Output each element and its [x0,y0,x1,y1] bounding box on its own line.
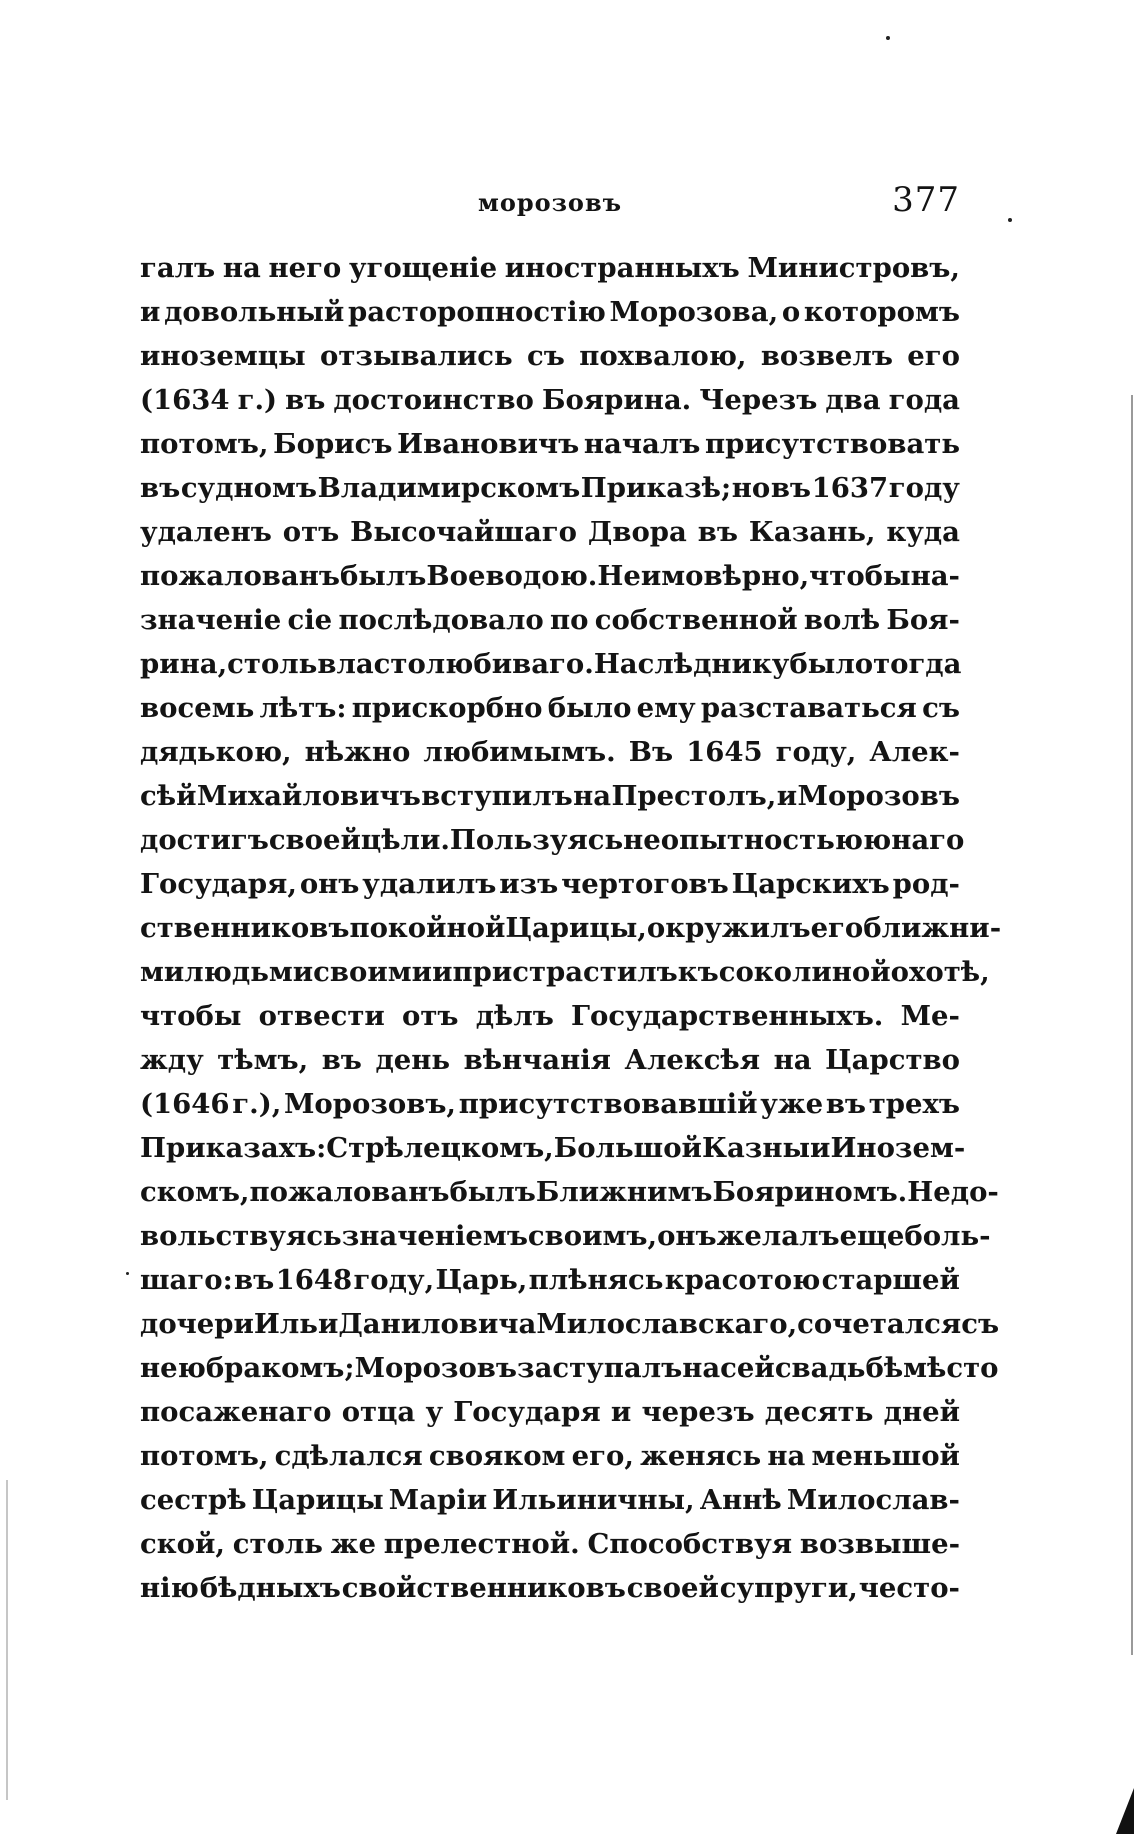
word: своимъ, [527,1220,658,1252]
word: пожалованъ [140,560,340,592]
word: Государя, [140,868,297,900]
word: восемь [140,692,255,724]
word: Въ [628,736,674,768]
word: собственной [594,604,798,636]
word: удаленъ [140,516,272,548]
word: въ [697,516,738,548]
page-edge-line [1131,395,1133,1655]
word: значеніемъ [341,1220,528,1252]
word: Царскихъ [731,868,890,900]
text-line [140,246,960,290]
word: чтобы [809,560,911,592]
word: г.) [237,384,278,416]
word: на [767,1440,806,1472]
word: Морозовъ [797,780,960,812]
word: на- [910,560,960,592]
word: отца [341,1396,416,1428]
word: вольствуясь [140,1220,342,1252]
word: мѣсто [903,1352,999,1384]
word: былъ [339,560,427,592]
word: на [573,780,612,812]
word: удалилъ [362,868,497,900]
word: свадьбѣ [774,1352,904,1384]
text-line [140,598,960,642]
word: Ме- [900,1000,960,1032]
word: охотѣ, [890,956,990,988]
word: похвалою, [579,340,747,372]
word: потомъ, [140,1440,269,1472]
word: Стрѣлецкомъ, [326,1132,554,1164]
word: пожалованъ [249,1176,450,1208]
word: окружилъ [646,912,811,944]
word: отвести [258,1000,385,1032]
page-edge-line [6,1480,8,1800]
word: разставаться [700,692,917,724]
word: Большой [553,1132,702,1164]
word: (1634 [140,384,230,416]
word: 1648 [275,1264,353,1296]
word: Алек- [869,736,960,768]
word: Милослав- [786,1484,960,1516]
text-line [140,1082,960,1126]
word: сестрѣ [140,1484,247,1516]
word: трехъ [868,1088,960,1120]
corner-mark [1116,1788,1134,1834]
word: присутствовавшій [458,1088,758,1120]
word: вѣнчанія [463,1044,612,1076]
word: любимымъ. [423,736,616,768]
text-line [140,1214,991,1258]
text-line [140,1522,960,1566]
word: расторопностію [348,296,606,328]
word: своей [626,1572,719,1604]
word: нію [140,1572,199,1604]
word: жду [140,1044,204,1076]
page-number: 377 [892,180,960,220]
word: и [810,1132,831,1164]
word: отъ [402,1000,459,1032]
word: было [789,648,874,680]
word: своей [268,824,361,856]
word: ему [636,692,696,724]
word: Престолъ, [611,780,777,812]
word: въ [234,1264,275,1296]
word: Наслѣднику [593,648,790,680]
ink-speck [1008,218,1012,222]
word: сдѣлался [274,1440,423,1472]
word: сочетался [797,1308,962,1340]
word: ственниковъ [140,912,350,944]
word: лѣтъ: [259,692,347,724]
text-line [140,774,960,818]
text-line [140,1566,960,1610]
word: у [425,1396,444,1428]
word: Ильиничны, [492,1484,695,1516]
word: Милославскаго, [536,1308,798,1340]
word: Способствуя [587,1528,793,1560]
word: Морозова, [609,296,779,328]
word: покойной [349,912,506,944]
word: на [222,252,261,284]
word: г.), [232,1088,282,1120]
word: Министровъ, [747,252,960,284]
word: Не [907,1176,951,1208]
word: отъ [282,516,340,548]
word: столь [232,1528,323,1560]
word: (1646 [140,1088,230,1120]
word: Морозовъ [354,1352,518,1384]
word: пристрастилъ [452,956,678,988]
word: на [773,1044,812,1076]
word: присутствовать [704,428,960,460]
word: свояком [428,1440,566,1472]
word: Инозем- [830,1132,966,1164]
word: иностранныхъ [504,252,740,284]
word: довольный [164,296,345,328]
text-line [140,1258,960,1302]
word: къ [677,956,719,988]
word: соколиной [718,956,891,988]
text-line [140,1390,960,1434]
word: началъ [583,428,701,460]
text-line [140,1346,999,1390]
ink-speck [126,1272,129,1275]
word: боль- [904,1220,991,1252]
word: чертоговъ [561,868,729,900]
word: женясь [640,1440,762,1472]
word: въ [285,384,326,416]
word: десять [764,1396,874,1428]
text-line [140,1478,960,1522]
word: году, [775,736,857,768]
word: нею [140,1352,206,1384]
word: юнаго [863,824,965,856]
word: былъ [449,1176,536,1208]
word: году, [353,1264,435,1296]
word: дядькою, [140,736,292,768]
word: въ [825,1088,867,1120]
word: достоинство [333,384,534,416]
word: столь [227,648,318,680]
word: тѣмъ, [217,1044,309,1076]
word: сіе [287,604,333,636]
word: куда [886,516,960,548]
text-line [140,554,960,598]
word: Царицы, [505,912,647,944]
word: съ [961,1308,1000,1340]
word: тогда [873,648,962,680]
word: его [810,912,864,944]
word: Черезъ [699,384,818,416]
word: изъ [499,868,559,900]
word: Маріи [388,1484,488,1516]
word: Высочайшаго [350,516,577,548]
word: ближни- [863,912,1002,944]
word: шаго: [140,1264,233,1296]
text-line [140,1170,999,1214]
text-line [140,994,960,1038]
word: Михайловичъ [196,780,421,812]
word: Аннѣ [699,1484,782,1516]
word: значеніе [140,604,282,636]
text-line [140,818,965,862]
word: возвыше- [799,1528,960,1560]
word: Ильи [253,1308,339,1340]
text-line [140,862,960,906]
word: и [610,1396,632,1428]
body-text [140,246,1002,1610]
word: его, [571,1440,634,1472]
text-line [140,422,960,466]
word: Ближнимъ [535,1176,713,1208]
text-line [140,950,990,994]
text-line [140,642,960,686]
word: въ [321,1044,362,1076]
word: же [330,1528,376,1560]
word: често- [858,1572,960,1604]
word: Казань, [748,516,876,548]
word: сей [720,1352,775,1384]
word: которомъ [803,296,960,328]
word: году [888,472,960,504]
text-line [140,1126,966,1170]
running-head [140,180,960,230]
word: но [731,472,771,504]
text-line [140,686,960,730]
word: рина, [140,648,228,680]
word: о [781,296,801,328]
word: посаженаго [140,1396,332,1428]
word: супруги, [719,1572,858,1604]
word: онъ [299,868,360,900]
word: достигъ [140,824,269,856]
text-line [140,334,960,378]
word: сѣй [140,780,197,812]
word: съ [922,692,960,724]
word: меньшой [811,1440,960,1472]
word: въ [770,472,812,504]
text-line [140,730,960,774]
word: Даниловича [338,1308,537,1340]
word: Неимовѣрно, [597,560,810,592]
word: желалъ [716,1220,840,1252]
word: судномъ [180,472,317,504]
word: 1637 [811,472,889,504]
word: и [432,956,453,988]
text-line [140,1038,960,1082]
word: Приказѣ; [580,472,732,504]
word: Морозовъ, [283,1088,457,1120]
word: угощеніе [348,252,498,284]
word: было [547,692,632,724]
word: галъ [140,252,216,284]
word: Государя [453,1396,601,1428]
word: цѣли. [360,824,450,856]
word: и [776,780,798,812]
word: Казны [701,1132,811,1164]
word: властолюбиваго. [317,648,594,680]
word: род- [892,868,960,900]
word: Владимирскомъ [317,472,581,504]
word: еще [839,1220,905,1252]
word: возвелъ [760,340,893,372]
running-title: морозовъ [477,188,623,217]
word: Царство [825,1044,960,1076]
word: до- [950,1176,999,1208]
word: старшей [821,1264,960,1296]
word: дочери [140,1308,254,1340]
word: два [825,384,881,416]
word: Боя- [886,604,960,636]
word: Борисъ [273,428,393,460]
word: и [140,296,161,328]
word: красотою [664,1264,821,1296]
text-line [140,906,1002,950]
word: послѣдовало [338,604,544,636]
word: заступалъ [517,1352,683,1384]
word: волѣ [803,604,881,636]
word: ской, [140,1528,225,1560]
word: его [907,340,960,372]
word: Двора [587,516,687,548]
word: неопытностью [623,824,863,856]
text-line [140,1302,1000,1346]
ink-speck [886,36,890,40]
word: Бояриномъ. [712,1176,908,1208]
word: иноземцы [140,340,306,372]
word: въ [140,472,181,504]
text-line [140,510,960,554]
word: вступилъ [421,780,573,812]
text-line [140,1434,960,1478]
word: по [550,604,589,636]
word: прелестной. [383,1528,580,1560]
word: Царицы [251,1484,384,1516]
word: свойственниковъ [341,1572,626,1604]
word: Воеводою. [426,560,598,592]
word: Пользуясь [449,824,624,856]
word: дней [883,1396,960,1428]
text-line [140,290,960,334]
word: Приказахъ: [140,1132,327,1164]
text-line [140,378,960,422]
word: ми [140,956,185,988]
word: дѣлъ [475,1000,554,1032]
text-line [140,466,960,510]
word: Царь, [435,1264,528,1296]
word: уже [760,1088,824,1120]
word: Ивановичъ [397,428,580,460]
word: бракомъ; [205,1352,355,1384]
word: Боярина. [541,384,692,416]
word: 1645 [686,736,763,768]
word: день [375,1044,451,1076]
word: на [682,1352,721,1384]
word: Алексѣя [624,1044,761,1076]
word: года [888,384,960,416]
word: людьми [184,956,314,988]
word: прискорбно [351,692,543,724]
word: бѣдныхъ [199,1572,341,1604]
word: него [268,252,342,284]
word: плѣнясь [528,1264,664,1296]
word: съ [527,340,565,372]
word: потомъ, [140,428,269,460]
word: чтобы [140,1000,242,1032]
word: нѣжно [304,736,411,768]
word: Государственныхъ. [571,1000,884,1032]
word: черезъ [641,1396,755,1428]
word: отзывались [320,340,513,372]
word: скомъ, [140,1176,250,1208]
word: онъ [657,1220,717,1252]
word: своими [313,956,433,988]
